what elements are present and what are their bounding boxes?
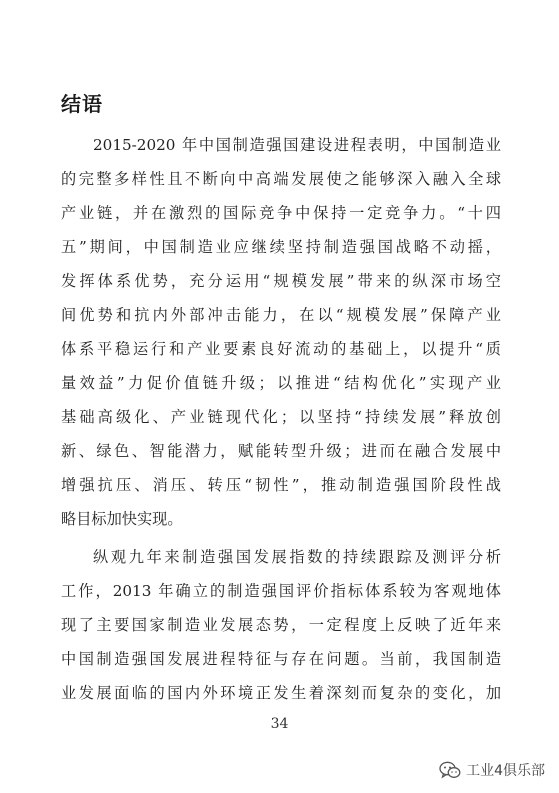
page-number: 34 (270, 716, 289, 732)
paragraph-1-line: 略目标加快实现。 (61, 510, 183, 528)
paragraph-1-line: 基础高级化、产业链现代化；以坚持“持续发展”释放创 (61, 408, 501, 426)
paragraph-2-line: 纵观九年来制造强国发展指数的持续跟踪及测评分析 (93, 548, 501, 566)
wechat-icon (439, 761, 461, 779)
paragraph-2-line: 业发展面临的国内外环境正发生着深刻而复杂的变化，加 (61, 684, 501, 702)
watermark (439, 760, 545, 780)
paragraph-1-line: 增强抗压、消压、转压“韧性”，推动制造强国阶段性战 (61, 476, 501, 494)
paragraph-2-line: 现了主要国家制造业发展态势，一定程度上反映了近年来 (61, 616, 501, 634)
paragraph-1-line: 产业链，并在激烈的国际竞争中保持一定竞争力。“十四 (61, 204, 501, 222)
paragraph-2-line: 工作，2013 年确立的制造强国评价指标体系较为客观地体 (61, 582, 501, 600)
paragraph-1-line: 的完整多样性且不断向中高端发展使之能够深入融入全球 (61, 170, 501, 188)
paragraph-1-line: 2015-2020 年中国制造强国建设进程表明，中国制造业 (93, 136, 501, 154)
paragraph-1-line: 五”期间，中国制造业应继续坚持制造强国战略不动摇， (61, 238, 501, 256)
paragraph-2-line: 中国制造强国发展进程特征与存在问题。当前，我国制造 (61, 650, 501, 668)
watermark-text: 工业4俱乐部 (466, 763, 545, 779)
paragraph-1-line: 体系平稳运行和产业要素良好流动的基础上，以提升“质 (61, 340, 501, 358)
paragraph-1-line: 间优势和抗内外部冲击能力，在以“规模发展”保障产业 (61, 306, 501, 324)
section-heading: 结语 (61, 92, 103, 116)
paragraph-1-line: 新、绿色、智能潜力，赋能转型升级；进而在融合发展中 (61, 442, 501, 460)
paragraph-1-line: 量效益”力促价值链升级；以推进“结构优化”实现产业 (61, 374, 501, 392)
paragraph-1-line: 发挥体系优势，充分运用“规模发展”带来的纵深市场空 (61, 272, 501, 290)
